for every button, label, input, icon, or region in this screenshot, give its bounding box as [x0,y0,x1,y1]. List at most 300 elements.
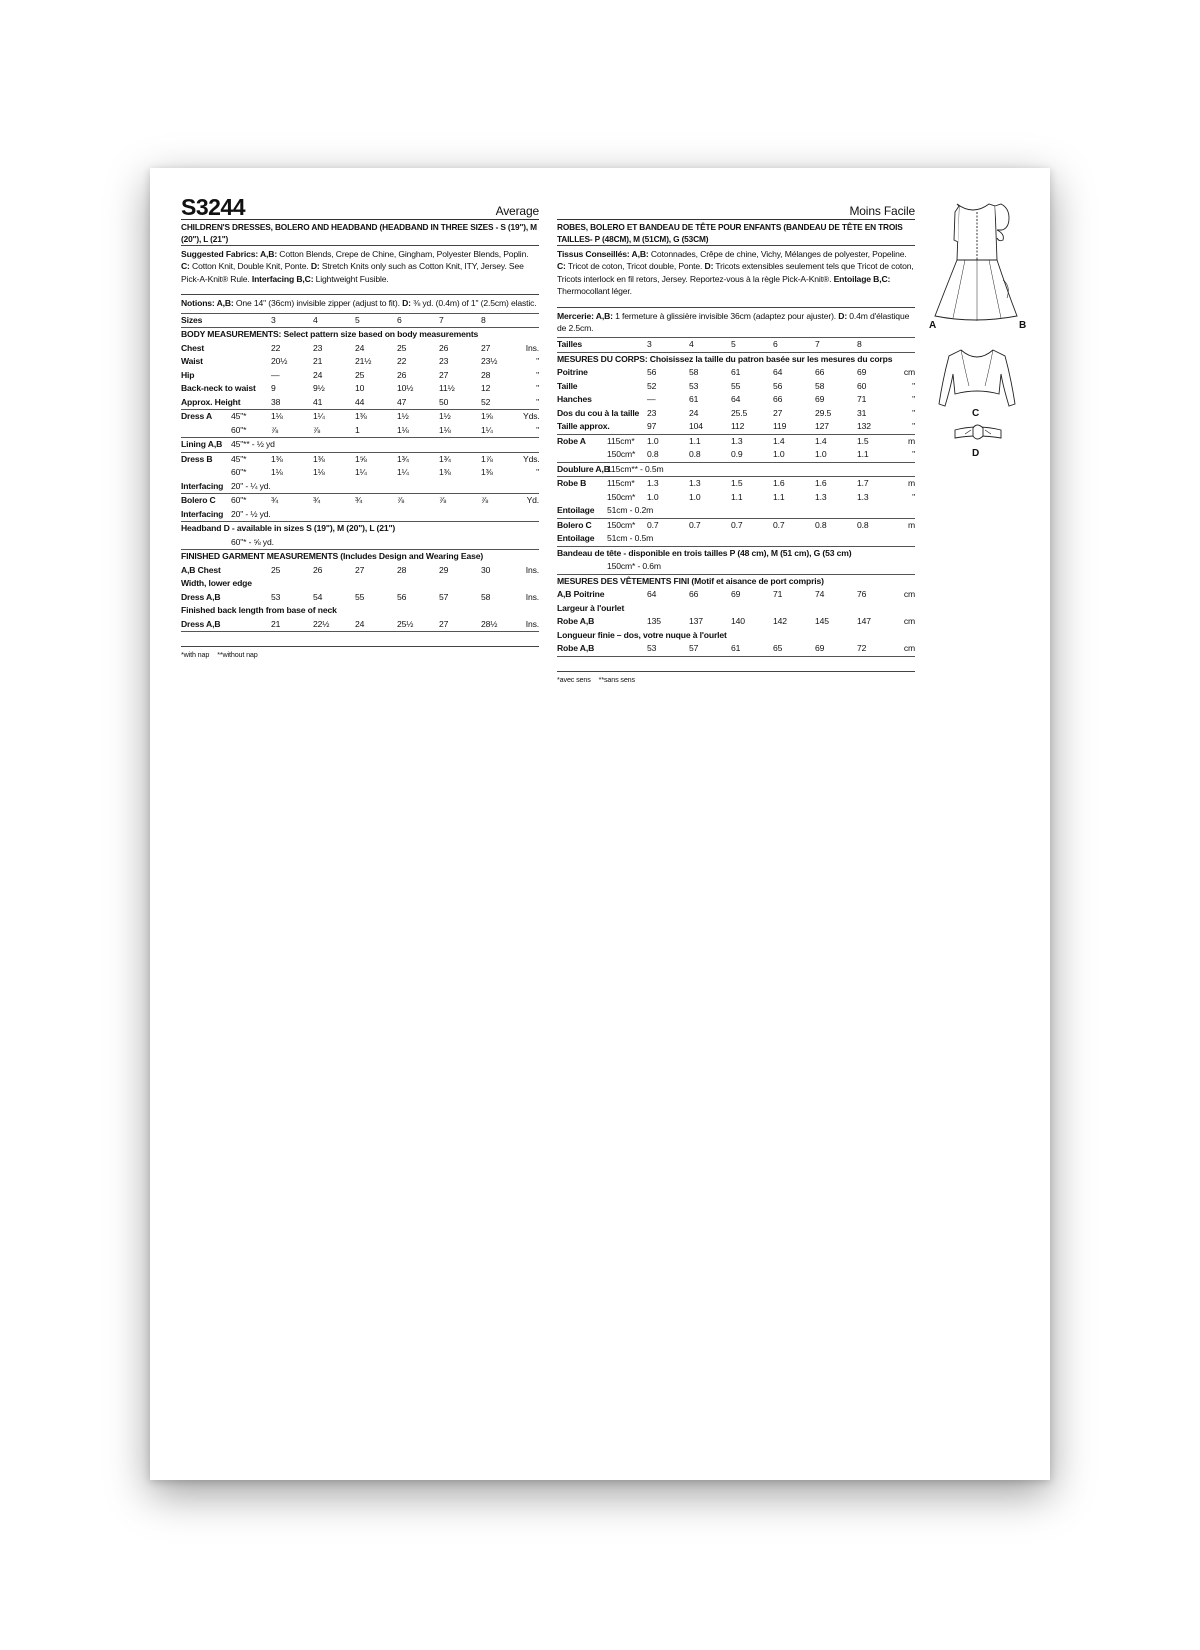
finished-value: 29 [439,564,449,575]
notions-text [181,297,539,309]
body-value: 25 [355,369,365,380]
finished-row [557,642,915,656]
dress_a-row [557,448,915,462]
finished-row-label: Dress A,B [181,591,221,602]
notions [181,294,539,312]
bolero-value: 0.7 [773,519,785,530]
dress_a-value: 1½ [397,411,409,422]
bolero-unit: Yd. [526,495,540,506]
body-value: 97 [647,420,689,434]
body-value: 132 [857,420,899,434]
finished-value: 55 [355,591,365,602]
dress_b-width: 150cm* [607,491,636,502]
finished-row-label: Robe A,B [557,616,595,627]
finished-row [181,618,539,632]
dress_b-width: 60"* [231,467,247,478]
body-row-label: Waist [181,356,203,367]
fabrics-label3: D: [704,261,714,272]
finished-value: 57 [689,642,731,656]
size-6: 6 [773,338,815,353]
fabrics-text4: Lightweight Fusible. [313,273,389,284]
view-label-a: A [929,320,937,331]
finished-value: 28½ [481,618,523,632]
notions [557,307,915,338]
dress_a-value: 1.1 [857,448,899,462]
finished-value: 61 [731,642,773,656]
finished-unit: cm [899,642,915,656]
body-value: 41 [313,396,355,410]
dress_a-width: 60"* [231,424,271,438]
dress_a-value: 0.8 [689,448,731,462]
body-value: 23 [313,342,323,353]
notions-label2: D: [402,298,411,309]
interfacing-b-text: 51cm - 0.2m [607,504,915,518]
body-row [557,393,915,407]
dress_b-value: 1¾ [397,453,409,464]
dress_a-value: 1.4 [773,435,785,446]
notions-text2: 0.4m d'élastique de 2.5cm. [557,310,910,334]
body-value: 52 [647,380,657,391]
fabrics-text [181,248,539,285]
dress_a-width: 115cm* [607,435,635,446]
interfacing-b-label: Entoilage [557,504,607,518]
dress_a-value: 1.3 [731,435,743,446]
headband-text: 150cm* - 0.6m [607,560,915,574]
finished-value: 25½ [397,618,439,632]
dress_b-row [181,466,539,480]
body-value: 10 [355,383,365,394]
bolero-unit: m [907,519,915,530]
body-value: 21½ [355,356,372,367]
finished-row-label: Longueur finie – dos, votre nuque à l'ourlet [557,629,727,640]
body-value: 27 [439,369,449,380]
dress_a-value: 1½ [439,411,451,422]
view-label-b: B [1019,320,1027,331]
finished-value: 147 [857,616,871,627]
dress_a-value: 1.0 [815,448,857,462]
body-value: 69 [815,394,825,405]
finished-row [181,591,539,605]
bolero-value: ¾ [313,495,321,506]
body-value: 56 [647,367,657,378]
body-value: 26 [439,342,449,353]
headband-blank [557,560,607,574]
footnotes [557,671,915,686]
finished-value: 27 [439,618,481,632]
dress_b-value: 1⅛ [271,467,283,478]
body-unit: " [536,383,540,394]
lining-label: Lining A,B [181,438,231,453]
yardage-table [181,313,539,633]
interfacing-c-label: Entoilage [557,532,607,546]
body-row-label: Approx. Height [181,396,271,410]
notions-label1: Notions: A,B: [181,298,234,309]
headband-sketch-icon [955,425,1001,439]
finished-unit: cm [903,589,915,600]
body-header-row [181,328,539,342]
dress_b-value: 1⅜ [313,453,325,464]
bolero-label: Bolero C [181,495,216,506]
fabrics-label1: Tissus Conseillés: A,B: [557,249,649,259]
french-column [557,196,915,686]
fabrics-text3: Stretch Knits only such as Cotton Knit, ITY, Jersey. See Pick-A-Knit® Rule. [181,261,524,284]
finished-row [557,615,915,629]
dress_a-value: 1.0 [773,448,815,462]
dress_b-unit: m [907,478,915,489]
english-column [181,196,539,662]
dress_a-unit: Yds. [523,411,540,422]
lining-label: Doublure A,B [557,462,607,477]
dress_b-value: 1.5 [731,478,743,489]
body-unit: cm [903,367,915,378]
body-measurements-header: MESURES DU CORPS: Choisissez la taille du patron basée sur les mesures du corps [557,353,893,364]
body-value: 53 [689,380,699,391]
dress_b-value: 1.3 [815,491,827,502]
dress_b-value: 1⅜ [271,453,283,464]
body-value: — [271,369,280,380]
body-value: 31 [857,407,867,418]
interfacing-c-row [557,532,915,546]
body-row [181,355,539,369]
dress_a-value: 1¼ [481,424,523,438]
body-unit: " [912,394,915,405]
body-value: 20½ [271,356,288,367]
dress-sketch-icon [935,204,1017,321]
interfacing-c-row [181,508,539,522]
headband-label-row [181,522,539,536]
lining-row [181,438,539,453]
body-value: 24 [313,369,323,380]
dress_b-unit: " [536,467,540,478]
finished-row [181,604,539,618]
interfacing-b-row [181,480,539,494]
bolero-value: ¾ [271,495,279,506]
body-unit: " [912,407,915,418]
fabrics-label1: Suggested Fabrics: A,B: [181,249,278,259]
fabrics-label2: C: [557,261,566,272]
body-value: 66 [815,367,825,378]
body-unit: " [536,356,540,367]
dress_a-value: 1¼ [313,411,325,422]
dress_a-label: Robe A [557,435,586,446]
dress_a-value: 1⅛ [439,424,481,438]
size-3: 3 [647,338,689,353]
sizes-label: Tailles [557,338,647,353]
finished-value: 72 [857,642,899,656]
body-value: 9½ [313,383,325,394]
dress_b-row [557,477,915,491]
finished-value: 53 [271,591,281,602]
dress_b-value: 1.3 [689,478,701,489]
dress_b-row [557,491,915,505]
skill-level: Moins Facile [849,204,915,218]
pattern-title: ROBES, BOLERO ET BANDEAU DE TÊTE POUR ENFANTS (BANDEAU DE TÊTE EN TROIS TAILLES- P (48CM), M (51CM), G (53CM) [557,222,903,244]
body-value: 27 [773,407,783,418]
finished-value: 76 [857,589,867,600]
body-value: 127 [815,420,857,434]
finished-measurements-header: MESURES DES VÊTEMENTS FINI (Motif et aisance de port compris) [557,575,824,586]
bolero-width: 60"* [231,495,247,506]
body-measurements-header: BODY MEASUREMENTS: Select pattern size based on body measurements [181,329,479,340]
finished-row-label: Dress A,B [181,618,271,632]
body-value: 38 [271,396,313,410]
view-label-c: C [972,408,980,419]
dress_a-value: 1.4 [815,435,827,446]
finished-value: 28 [397,564,407,575]
dress_b-unit: Yds. [523,453,540,464]
body-value: 69 [857,367,867,378]
dress_b-value: 1.0 [647,491,659,502]
dress_a-label [181,424,231,438]
finished-row [557,588,915,602]
size-7: 7 [439,313,481,328]
finished-unit: Ins. [525,591,540,602]
bolero-row [181,494,539,508]
body-value: 58 [689,367,699,378]
body-row-label: Back-neck to waist [181,383,256,394]
body-value: 64 [773,367,783,378]
finished-row-label: A,B Poitrine [557,589,605,600]
dress_b-label: Robe B [557,478,587,489]
footnotes [181,646,539,661]
body-row [181,342,539,356]
view-label-d: D [972,448,980,459]
finished-value: 56 [397,591,407,602]
technical-drawings [925,190,1050,470]
dress_b-label [181,466,231,480]
body-value: 28 [481,369,491,380]
fabrics-text3: Tricots extensibles seulement tels que Tricot de coton, Tricots interlock en fil retors, Jersey. Reportez-vous à la règle Pick-A-Knit®. [557,261,914,284]
dress_b-label [557,491,607,505]
fabrics-text [557,248,915,298]
body-value: 22 [271,342,281,353]
dress_a-label [557,448,607,462]
body-unit: Ins. [525,342,540,353]
dress_b-label: Dress B [181,453,213,464]
body-row-label: Poitrine [557,367,588,378]
body-value: 24 [355,342,365,353]
column-header [557,196,915,220]
dress_b-value: 1.6 [815,478,827,489]
body-unit: " [912,380,915,391]
dress_b-value: 1¼ [355,467,367,478]
finished-value: 30 [481,564,491,575]
size-3: 3 [271,313,313,328]
body-row-label: Chest [181,342,205,353]
body-unit: " [899,420,915,434]
bolero-value: ⅞ [481,495,489,506]
bolero-value: 0.7 [689,519,701,530]
size-8: 8 [857,338,899,353]
interfacing-c-text: 51cm - 0.5m [607,532,915,546]
body-value: 55 [731,380,741,391]
finished-value: 57 [439,591,449,602]
dress_b-unit: " [912,491,915,502]
body-row [181,396,539,410]
dress_a-unit: " [899,448,915,462]
suggested-fabrics [557,245,915,301]
dress_a-value: 1⅜ [355,411,367,422]
notions-text1: One 14" (36cm) invisible zipper (adjust to fit). [233,298,403,309]
dress_a-value: 1.0 [647,435,659,446]
body-value: 23 [439,356,449,367]
body-value: 22 [397,356,407,367]
dress_a-width: 150cm* [607,448,647,462]
finished-header-row [557,574,915,588]
body-row-label: Hip [181,369,195,380]
dress_a-label: Dress A [181,411,213,422]
technical-drawings-svg [925,190,1050,470]
dress_b-value: 1⅞ [481,453,493,464]
dress_b-value: 1.6 [773,478,785,489]
body-row-label: Taille [557,380,578,391]
dress_a-value: 1 [355,424,397,438]
body-value: 23 [647,407,657,418]
size-6: 6 [397,313,439,328]
footnote-without-nap: **without nap [217,650,258,660]
finished-row-label: Robe A,B [557,642,647,656]
fabrics-text2: Cotton Knit, Double Knit, Ponte. [189,261,311,272]
fabrics-text4: Thermocollant léger. [557,286,632,297]
headband-row [181,536,539,550]
interfacing-c-label: Interfacing [181,508,231,522]
column-header [181,196,539,220]
finished-value: 26 [313,564,323,575]
headband-label: Headband D - available in sizes S (19"), M (20"), L (21") [181,523,396,534]
notions-text [557,310,915,335]
sizes-unit-blank [523,313,539,328]
dress_b-value: 1¼ [397,467,409,478]
dress_b-width: 45"* [231,453,247,464]
interfacing-b-text: 20" - ¼ yd. [231,480,539,494]
dress_a-value: ⅞ [271,424,313,438]
size-8: 8 [481,313,523,328]
finished-header-row [181,550,539,564]
dress_a-width: 45"* [231,411,247,422]
body-unit: " [536,369,540,380]
finished-value: 74 [815,589,825,600]
notions-text1: 1 fermeture à glissière invisible 36cm (adaptez pour ajuster). [612,310,839,321]
bolero-label: Bolero C [557,519,592,530]
body-value: 66 [773,394,783,405]
finished-row-label: Largeur à l'ourlet [557,602,625,613]
body-value: 21 [313,356,323,367]
dress_b-width: 115cm* [607,478,635,489]
size-5: 5 [355,313,397,328]
sizes-unit-blank [899,338,915,353]
lining-text: 45"** - ½ yd [231,438,539,453]
bolero-value: ⅞ [397,495,405,506]
body-row [557,380,915,394]
body-value: 26 [397,369,407,380]
fabrics-label4: Interfacing B,C: [251,273,314,284]
lining-row [557,462,915,477]
finished-value: 145 [815,616,829,627]
lining-text: 115cm** - 0.5m [607,462,915,477]
dress_a-value: 1.1 [689,435,701,446]
sizes-label: Sizes [181,313,271,328]
bolero-row [557,518,915,532]
dress_a-value: 1⅛ [397,424,439,438]
dress_a-row [181,424,539,438]
body-row-label: Taille approx. [557,420,647,434]
dress_b-value: 1.7 [857,478,869,489]
footnote-with-nap: *with nap [181,650,210,660]
body-value: 52 [481,396,523,410]
dress_a-value: 1⅝ [481,411,493,422]
finished-value: 24 [355,618,397,632]
finished-value: 53 [647,642,689,656]
body-row [557,366,915,380]
body-row [557,407,915,421]
dress_b-value: 1⅝ [355,453,367,464]
skill-level: Average [495,204,539,218]
finished-value: 69 [731,589,741,600]
bolero-value: 0.8 [815,519,827,530]
body-value: 12 [481,383,491,394]
sizes-row [557,338,915,353]
finished-row-label: Finished back length from base of neck [181,605,337,616]
headband-blank [181,536,231,550]
body-value: 29.5 [815,407,832,418]
finished-row [181,577,539,591]
fabrics-text1: Cotton Blends, Crepe de Chine, Gingham, Polyester Blends, Poplin. [277,249,529,259]
suggested-fabrics [181,245,539,288]
finished-value: 65 [773,642,815,656]
body-value: 56 [773,380,783,391]
finished-value: 135 [647,616,661,627]
dress_b-value: 1.3 [857,491,869,502]
bolero-value: 0.7 [647,519,659,530]
finished-row-label: Width, lower edge [181,578,252,589]
finished-value: 64 [647,589,657,600]
body-header-row [557,352,915,366]
bolero-value: ⅞ [439,495,447,506]
finished-row [181,564,539,578]
body-value: 50 [439,396,481,410]
dress_b-value: 1.0 [689,491,701,502]
dress_b-value: 1¾ [439,453,451,464]
body-value: 10½ [397,383,414,394]
finished-value: 140 [731,616,745,627]
dress_a-value: 0.8 [647,448,689,462]
headband-label-row [557,546,915,560]
body-row [181,382,539,396]
notions-text2: ⅜ yd. (0.4m) of 1" (2.5cm) elastic. [410,298,537,309]
interfacing-b-row [557,504,915,518]
footnote-without-nap: **sans sens [598,674,635,684]
body-value: 64 [731,394,741,405]
bolero-value: 0.8 [857,519,869,530]
fabrics-text1: Cotonnades, Crêpe de chine, Vichy, Mélanges de polyester, Popeline. [648,249,907,259]
size-7: 7 [815,338,857,353]
fabrics-text2: Tricot de coton, Tricot double, Ponte. [565,261,705,272]
dress_a-row [181,410,539,424]
finished-unit: Ins. [525,564,540,575]
notions-label1: Mercerie: A,B: [557,310,613,321]
finished-value: 21 [271,618,313,632]
fabrics-label4: Entoilage B,C: [833,273,891,284]
finished-value: 71 [773,589,783,600]
body-value: 23½ [481,356,498,367]
body-value: 24 [689,407,699,418]
dress_a-value: 1.5 [857,435,869,446]
footnote-with-nap: *avec sens [557,674,591,684]
bolero-width: 150cm* [607,519,636,530]
body-value: 47 [397,396,439,410]
finished-measurements-header: FINISHED GARMENT MEASUREMENTS (Includes Design and Wearing Ease) [181,551,484,562]
body-value: 9 [271,383,276,394]
